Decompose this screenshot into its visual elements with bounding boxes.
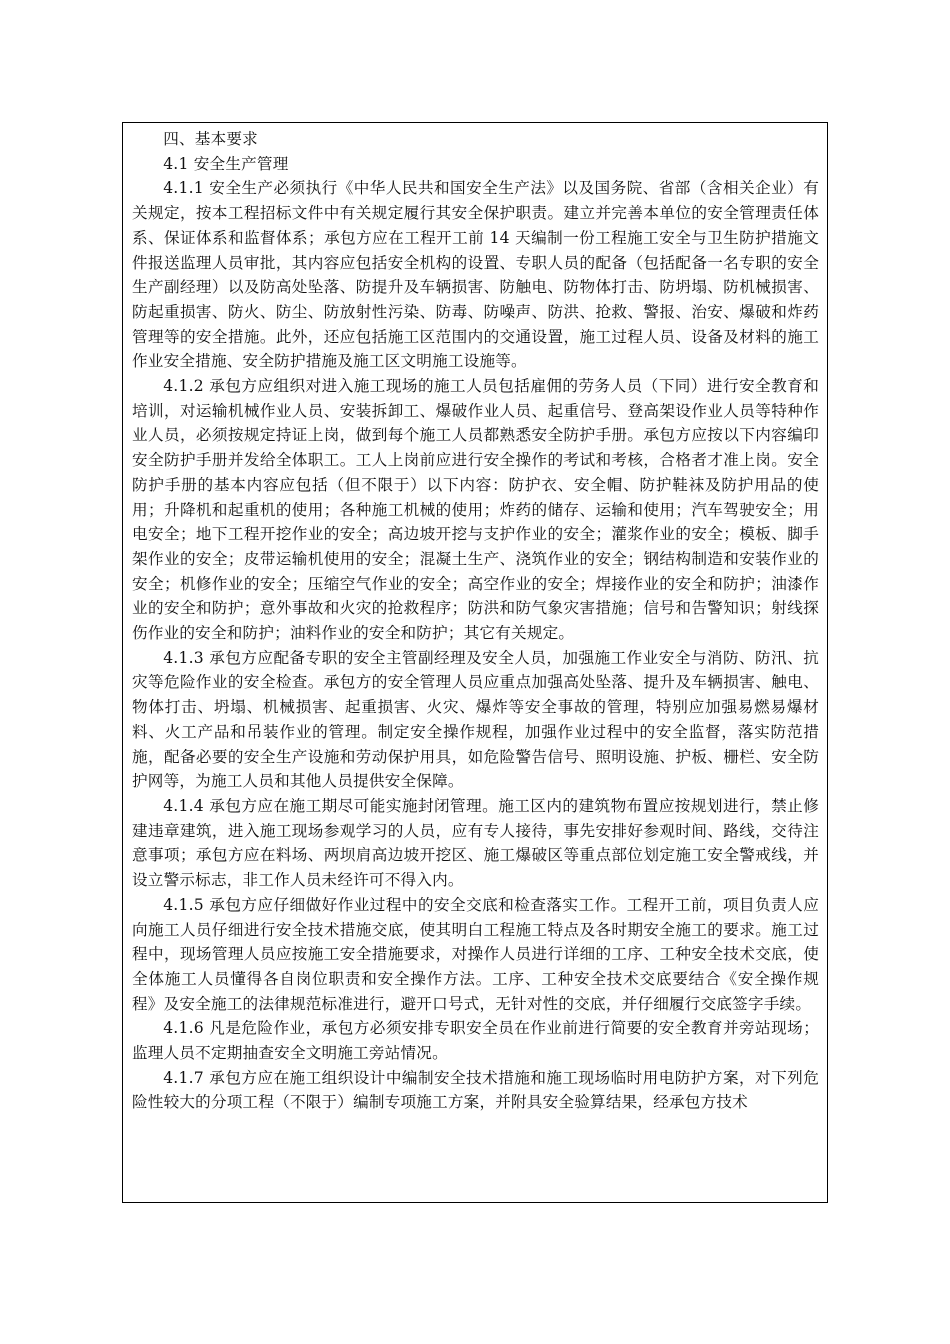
- paragraph-4-1-7: 4.1.7 承包方应在施工组织设计中编制安全技术措施和施工现场临时用电防护方案，对下列危险性较大的分项工程（不限于）编制专项施工方案，并附具安全验算结果，经承包方技术: [132, 1068, 819, 1112]
- paragraph-4-1-5: 4.1.5 承包方应仔细做好作业过程中的安全交底和检查落实工作。工程开工前，项目负责人应向施工人员仔细进行安全技术措施交底，使其明白工程施工特点及各时期安全施工的要求。施工过程中，现场管理人员应按施工安全措施要求，对操作人员进行详细的工序、工种安全技术交底，使全体施工人员懂得各自岗位职责和安全操作方法。工序、工种安全技术交底要结合《安全操作规程》及安全施工的法律规范标准进行，避开口号式，无针对性的交底，并仔细履行交底签字手续。: [132, 895, 819, 1013]
- paragraph-4-1-2: 4.1.2 承包方应组织对进入施工现场的施工人员包括雇佣的劳务人员（下同）进行安全教育和培训，对运输机械作业人员、安装拆卸工、爆破作业人员、起重信号、登高架设作业人员等特种作业人员，必须按规定持证上岗，做到每个施工人员都熟悉安全防护手册。承包方应按以下内容编印安全防护手册并发给全体职工。工人上岗前应进行安全操作的考试和考核，合格者才准上岗。安全防护手册的基本内容应包括（但不限于）以下内容：防护衣、安全帽、防护鞋袜及防护用品的使用；升降机和起重机的使用；各种施工机械的使用；炸药的储存、运输和使用；汽车驾驶安全；用电安全；地下工程开挖作业的安全；高边坡开挖与支护作业的安全；灌浆作业的安全；模板、脚手架作业的安全；皮带运输机使用的安全；混凝土生产、浇筑作业的安全；钢结构制造和安装作业的安全；机修作业的安全；压缩空气作业的安全；高空作业的安全；焊接作业的安全和防护；油漆作业的安全和防护；意外事故和火灾的抢救程序；防洪和防气象灾害措施；信号和告警知识；射线探伤作业的安全和防护；油料作业的安全和防护；其它有关规定。: [132, 377, 819, 643]
- subsection-heading: 4.1 安全生产管理: [163, 154, 289, 173]
- paragraph-4-1-1: 4.1.1 安全生产必须执行《中华人民共和国安全生产法》以及国务院、省部（含相关企业）有关规定，按本工程招标文件中有关规定履行其安全保护职责。建立并完善本单位的安全管理责任体系、保证体系和监督体系；承包方应在工程开工前 14 天编制一份工程施工安全与卫生防护措施文件报送监理人员审批，其内容应包括安全机构的设置、专职人员的配备（包括配备一名专职的安全生产副经理）以及防高处坠落、防提升及车辆损害、防触电、防物体打击、防坍塌、防机械损害、防起重损害、防火、防尘、防放射性污染、防毒、防噪声、防洪、抢救、警报、治安、爆破和炸药管理等的安全措施。此外，还应包括施工区范围内的交通设置，施工过程人员、设备及材料的施工作业安全措施、安全防护措施及施工区文明施工设施等。: [132, 179, 819, 371]
- paragraph-4-1-6: 4.1.6 凡是危险作业，承包方必须安排专职安全员在作业前进行简要的安全教育并旁站现场；监理人员不定期抽查安全文明施工旁站情况。: [132, 1019, 819, 1063]
- paragraph-4-1-3: 4.1.3 承包方应配备专职的安全主管副经理及安全人员，加强施工作业安全与消防、防汛、抗灾等危险作业的安全检查。承包方的安全管理人员应重点加强高处坠落、提升及车辆损害、触电、物体打击、坍塌、机械损害、起重损害、火灾、爆炸等安全事故的管理，特别应加强易燃易爆材料、火工产品和吊装作业的管理。制定安全操作规程，加强作业过程中的安全监督，落实防范措施，配备必要的安全生产设施和劳动保护用具，如危险警告信号、照明设施、护板、栅栏、安全防护网等，为施工人员和其他人员提供安全保障。: [132, 648, 819, 791]
- document-frame: [122, 122, 828, 1203]
- paragraph-4-1-4: 4.1.4 承包方应在施工期尽可能实施封闭管理。施工区内的建筑物布置应按规划进行，禁止修建违章建筑，进入施工现场参观学习的人员，应有专人接待，事先安排好参观时间、路线，交待注意事项；承包方应在料场、两坝肩高边坡开挖区、施工爆破区等重点部位划定施工安全警戒线，并设立警示标志，非工作人员未经许可不得入内。: [132, 796, 819, 890]
- section-heading: 四、基本要求: [163, 130, 258, 148]
